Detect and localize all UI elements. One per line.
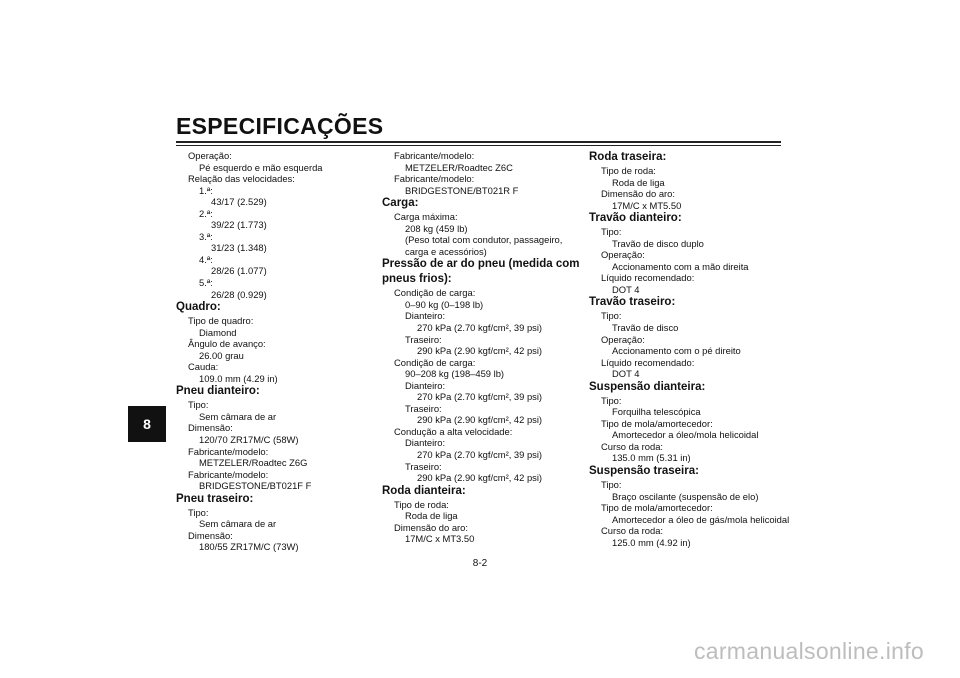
- spec-value: 5.ª:: [199, 277, 213, 289]
- spec-value: Amortecedor a óleo de gás/mola helicoidal: [612, 513, 790, 525]
- spec-column-2: [382, 150, 582, 545]
- section-heading: Quadro:: [176, 301, 221, 314]
- spec-value: Roda de liga: [405, 510, 458, 522]
- spec-label: Tipo de roda:: [601, 165, 656, 176]
- spec-value: 4.ª:: [199, 253, 213, 265]
- section-heading: Roda dianteira:: [382, 484, 466, 497]
- section-heading: Suspensão traseira:: [589, 465, 699, 478]
- spec-label: Dimensão do aro:: [601, 188, 675, 200]
- spec-value: Braço oscilante (suspensão de elo): [612, 490, 759, 502]
- spec-value: Dianteiro:: [405, 379, 446, 391]
- spec-value: 2.ª:: [199, 207, 213, 219]
- spec-label: Líquido recomendado:: [601, 272, 695, 284]
- spec-label: Condição de carga:: [394, 356, 476, 368]
- spec-value: 31/23 (1.348): [211, 242, 267, 254]
- spec-value: Traseiro:: [405, 460, 442, 472]
- spec-label: Curso da roda:: [601, 440, 664, 452]
- spec-value: 3.ª:: [199, 230, 213, 242]
- spec-label: Tipo de quadro:: [188, 315, 254, 327]
- spec-value: (Peso total com condutor, passageiro, carga e acessórios): [405, 234, 563, 257]
- spec-label: Tipo:: [601, 394, 622, 406]
- spec-value: METZELER/Roadtec Z6G: [199, 457, 308, 469]
- spec-value: 39/22 (1.773): [211, 219, 267, 231]
- spec-label: Ângulo de avanço:: [188, 338, 266, 350]
- section-heading: Suspensão dianteira:: [589, 380, 706, 393]
- spec-label: Tipo de mola/amortecedor:: [601, 502, 713, 514]
- spec-value: Diamond: [199, 326, 237, 338]
- spec-label: Dimensão:: [188, 529, 233, 541]
- spec-value: Accionamento com o pé direito: [612, 345, 741, 357]
- spec-column-1: [176, 150, 376, 553]
- section-heading: Travão dianteiro:: [589, 212, 682, 225]
- spec-column-3: [589, 150, 790, 548]
- spec-label: Condição de carga:: [394, 287, 476, 299]
- spec-value: 208 kg (459 lb): [405, 222, 468, 234]
- spec-label: Fabricante/modelo:: [394, 173, 475, 185]
- spec-label: Relação das velocidades:: [188, 173, 295, 185]
- section-heading: Pneu dianteiro:: [176, 385, 260, 398]
- spec-value: 270 kPa (2.70 kgf/cm², 39 psi): [417, 391, 543, 403]
- spec-value: 43/17 (2.529): [211, 196, 267, 208]
- section-heading: Travão traseiro:: [589, 296, 676, 309]
- watermark: carmanualsonline.info: [693, 638, 924, 664]
- spec-value: Forquilha telescópica: [612, 406, 701, 418]
- spec-label: Fabricante/modelo:: [188, 468, 269, 480]
- spec-value: 135.0 mm (5.31 in): [612, 452, 691, 464]
- section-heading: Carga:: [382, 197, 419, 210]
- spec-label: Operação:: [601, 249, 645, 261]
- spec-value: Accionamento com a mão direita: [612, 260, 749, 272]
- spec-value: Dianteiro:: [405, 437, 446, 449]
- spec-value: 17M/C x MT3.50: [405, 533, 475, 545]
- spec-value: BRIDGESTONE/BT021R F: [405, 184, 519, 196]
- spec-value: Dianteiro:: [405, 310, 446, 322]
- spec-value: DOT 4: [612, 283, 640, 295]
- spec-label: Curso da roda:: [601, 525, 664, 537]
- spec-label: Tipo:: [188, 399, 209, 411]
- spec-value: Traseiro:: [405, 402, 442, 414]
- page-number: 8-2: [472, 558, 488, 569]
- spec-value: 125.0 mm (4.92 in): [612, 536, 691, 548]
- spec-label: Fabricante/modelo:: [188, 445, 269, 457]
- spec-label: Fabricante/modelo:: [394, 150, 475, 161]
- spec-value: 17M/C x MT5.50: [612, 199, 682, 211]
- spec-value: 1.ª:: [199, 184, 213, 196]
- spec-value: 109.0 mm (4.29 in): [199, 372, 278, 384]
- spec-value: DOT 4: [612, 368, 640, 380]
- spec-label: Tipo:: [601, 310, 622, 322]
- spec-label: Cauda:: [188, 361, 219, 373]
- spec-value: Traseiro:: [405, 333, 442, 345]
- spec-value: 26.00 grau: [199, 349, 244, 361]
- spec-value: 290 kPa (2.90 kgf/cm², 42 psi): [417, 345, 543, 357]
- spec-value: Sem câmara de ar: [199, 410, 277, 422]
- spec-value: Travão de disco duplo: [612, 237, 704, 249]
- spec-value: Sem câmara de ar: [199, 518, 277, 530]
- spec-label: Tipo de roda:: [394, 498, 449, 510]
- spec-label: Tipo:: [601, 479, 622, 491]
- title-rule: [176, 141, 781, 143]
- spec-value: Roda de liga: [612, 176, 665, 188]
- spec-label: Tipo de mola/amortecedor:: [601, 417, 713, 429]
- spec-value: Amortecedor a óleo/mola helicoidal: [612, 429, 759, 441]
- spec-value: Travão de disco: [612, 322, 679, 334]
- spec-value: 290 kPa (2.90 kgf/cm², 42 psi): [417, 414, 543, 426]
- spec-label: Operação:: [188, 150, 232, 161]
- spec-label: Líquido recomendado:: [601, 356, 695, 368]
- spec-value: 26/28 (0.929): [211, 288, 267, 300]
- spec-value: BRIDGESTONE/BT021F F: [199, 480, 312, 492]
- spec-label: Carga máxima:: [394, 211, 458, 223]
- spec-value: 270 kPa (2.70 kgf/cm², 39 psi): [417, 322, 543, 334]
- spec-value: 180/55 ZR17M/C (73W): [199, 541, 299, 553]
- spec-value: METZELER/Roadtec Z6C: [405, 161, 513, 173]
- title-rule-thin: [176, 145, 781, 146]
- page-title: ESPECIFICAÇÕES: [176, 113, 384, 139]
- section-heading: Pneu traseiro:: [176, 492, 254, 505]
- spec-label: Tipo:: [601, 226, 622, 238]
- section-heading: Roda traseira:: [589, 151, 667, 163]
- spec-label: Condução a alta velocidade:: [394, 425, 513, 437]
- spec-label: Dimensão do aro:: [394, 521, 468, 533]
- spec-value: 0–90 kg (0–198 lb): [405, 298, 484, 310]
- spec-value: 290 kPa (2.90 kgf/cm², 42 psi): [417, 472, 543, 484]
- spec-label: Dimensão:: [188, 422, 233, 434]
- spec-value: 270 kPa (2.70 kgf/cm², 39 psi): [417, 449, 543, 461]
- spec-value: 28/26 (1.077): [211, 265, 267, 277]
- spec-value: 120/70 ZR17M/C (58W): [199, 434, 299, 446]
- section-heading: Pressão de ar do pneu (medida com pneus frios):: [382, 258, 580, 286]
- spec-value: Pé esquerdo e mão esquerda: [199, 161, 323, 173]
- chapter-tab: 8: [128, 406, 166, 442]
- spec-label: Tipo:: [188, 506, 209, 518]
- spec-label: Operação:: [601, 333, 645, 345]
- spec-value: 90–208 kg (198–459 lb): [405, 368, 505, 380]
